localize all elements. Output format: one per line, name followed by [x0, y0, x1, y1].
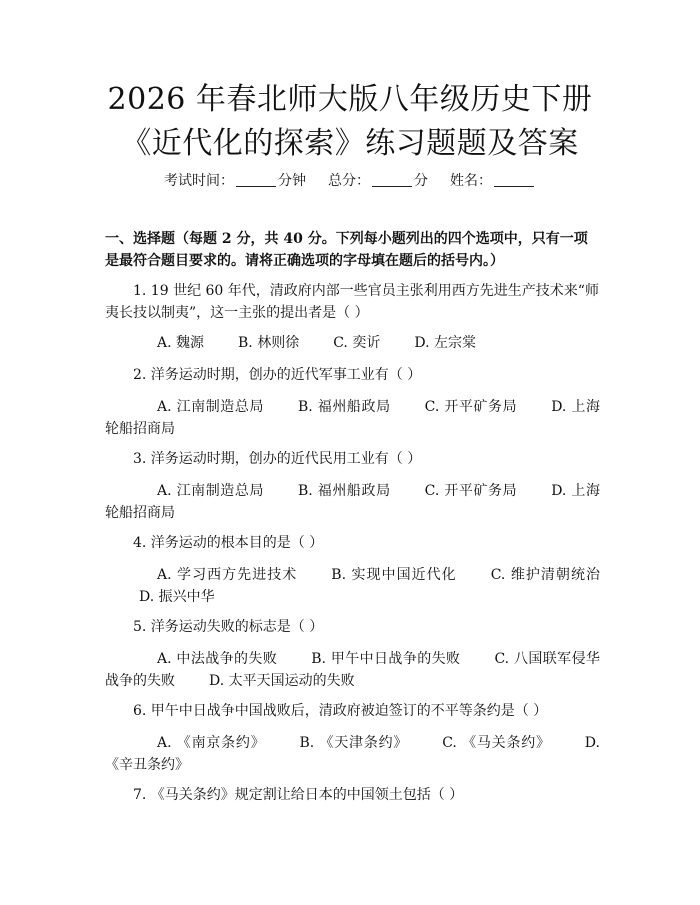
question-3-stem: 3. 洋务运动时期，创办的近代民用工业有（ ） — [133, 451, 422, 467]
document-title: 2026 年春北师大版八年级历史下册《近代化的探索》练习题题及答案 — [107, 82, 593, 161]
option-c: C. 开平矿务局 — [424, 483, 518, 499]
option-b: B. 甲午中日战争的失败 — [311, 651, 461, 667]
total-score-unit: 分 — [414, 173, 428, 189]
option-a: A. 《南京条约》 — [157, 735, 266, 751]
option-b: B. 林则徐 — [238, 335, 300, 351]
option-a: A. 中法战争的失败 — [157, 651, 278, 667]
option-a: A. 魏源 — [157, 335, 205, 351]
student-name-blank — [494, 172, 534, 187]
question-1-options — [105, 332, 600, 354]
question-4-options — [105, 564, 600, 608]
option-c: C. 维护清朝统治 — [490, 567, 600, 583]
option-d: D. 《辛丑条约》 — [105, 735, 600, 773]
question-5-stem: 5. 洋务运动失败的标志是（ ） — [133, 619, 324, 635]
student-name-label: 姓名： — [450, 173, 492, 189]
section-heading: 一、选择题（每题 2 分，共 40 分。下列每小题列出的四个选项中，只有一项是最符合题目要求的。请将正确选项的字母填在题后的括号内。） — [105, 231, 588, 269]
option-c: C. 开平矿务局 — [424, 399, 518, 415]
option-c: C. 《马关条约》 — [442, 735, 551, 751]
option-c: C. 奕䜣 — [333, 335, 381, 351]
option-c: C. 八国联军侵华战争的失败 — [105, 651, 600, 689]
question-4-stem: 4. 洋务运动的根本目的是（ ） — [133, 535, 324, 551]
option-a: A. 江南制造总局 — [157, 399, 265, 415]
option-b: B. 福州船政局 — [298, 483, 391, 499]
exam-time-label: 考试时间： — [164, 173, 234, 189]
exam-time-blank — [236, 172, 276, 187]
option-b: B. 实现中国近代化 — [331, 567, 457, 583]
option-a: A. 江南制造总局 — [157, 483, 265, 499]
question-6-stem: 6. 甲午中日战争中国战败后，清政府被迫签订的不平等条约是（ ） — [133, 703, 548, 719]
question-2-stem: 2. 洋务运动时期，创办的近代军事工业有（ ） — [133, 367, 422, 383]
question-2-options — [105, 396, 600, 440]
option-d: D. 太平天国运动的失败 — [209, 673, 355, 689]
exam-info-line — [0, 171, 700, 191]
total-score-label: 总分： — [328, 173, 370, 189]
question-1-stem: 1. 19 世纪 60 年代，清政府内部一些官员主张利用西方先进生产技术来“师夷长技以制夷”，这一主张的提出者是（ ） — [105, 283, 599, 321]
option-d: D. 上海轮船招商局 — [105, 483, 600, 521]
question-6-options — [105, 732, 600, 776]
option-d: D. 上海轮船招商局 — [105, 399, 600, 437]
total-score-blank — [372, 172, 412, 187]
option-a: A. 学习西方先进技术 — [157, 567, 298, 583]
option-b: B. 《天津条约》 — [299, 735, 409, 751]
option-b: B. 福州船政局 — [298, 399, 391, 415]
option-d: D. 左宗棠 — [414, 335, 476, 351]
question-7-stem: 7. 《马关条约》规定割让给日本的中国领土包括（ ） — [133, 787, 464, 803]
question-3-options — [105, 480, 600, 524]
option-d: D. 振兴中华 — [139, 589, 215, 605]
exam-time-unit: 分钟 — [278, 173, 306, 189]
question-5-options — [105, 648, 600, 692]
